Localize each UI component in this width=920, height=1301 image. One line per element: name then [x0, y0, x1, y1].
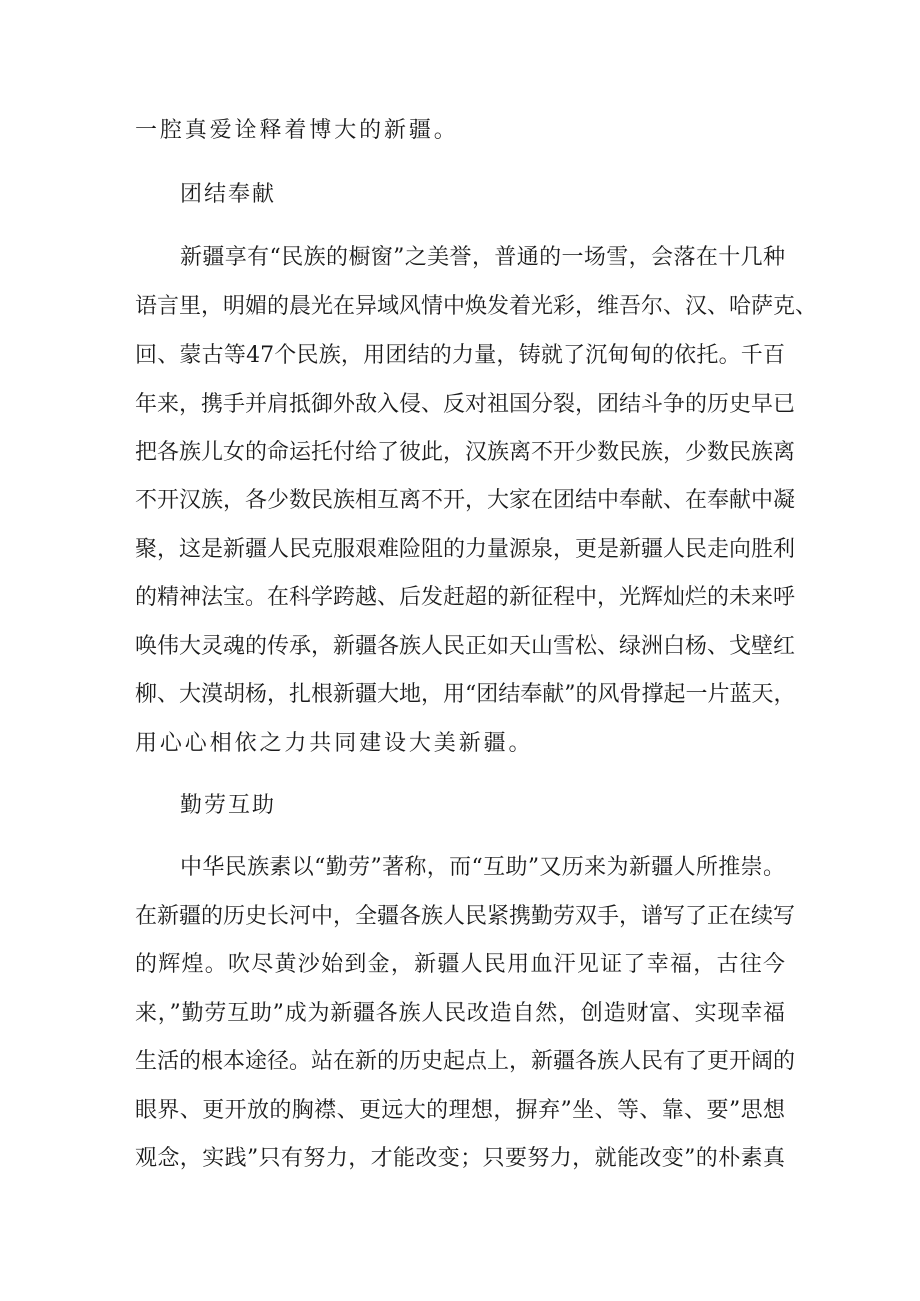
paragraph-line: 一腔真爱诠释着博大的新疆。: [135, 118, 459, 143]
paragraph-line: 唤伟大灵魂的传承，新疆各族人民正如天山雪松、绿洲白杨、戈壁红: [135, 634, 796, 659]
paragraph-line: 眼界、更开放的胸襟、更远大的理想，摒弃”坐、等、靠、要”思想: [135, 1098, 785, 1123]
paragraph-line: 回、蒙古等47个民族，用团结的力量，铸就了沉甸甸的依托。千百: [135, 343, 785, 368]
paragraph-line: 中华民族素以“勤劳”著称，而“互助”又历来为新疆人所推崇。: [180, 855, 785, 880]
section-heading-unity: 团结奉献: [180, 182, 277, 207]
paragraph-line: 在新疆的历史长河中，全疆各族人民紧携勤劳双手，谱写了正在续写: [135, 904, 796, 929]
paragraph-line: 年来，携手并肩抵御外敌入侵、反对祖国分裂，团结斗争的历史早已: [135, 392, 796, 417]
paragraph-line: 语言里，明媚的晨光在异域风情中焕发着光彩，维吾尔、汉、哈萨克、: [135, 294, 818, 319]
paragraph-line: 把各族儿女的命运托付给了彼此，汉族离不开少数民族，少数民族离: [135, 440, 796, 465]
paragraph-line: 新疆享有“民族的橱窗”之美誉，普通的一场雪，会落在十几种: [180, 245, 785, 270]
paragraph-line: 不开汉族，各少数民族相互离不开，大家在团结中奉献、在奉献中凝: [135, 488, 796, 513]
section-heading-diligence: 勤劳互助: [180, 793, 277, 818]
paragraph-line: 的精神法宝。在科学跨越、后发赶超的新征程中，光辉灿烂的未来呼: [135, 585, 796, 610]
paragraph-line: 观念，实践”只有努力，才能改变；只要努力，就能改变”的朴素真: [135, 1146, 785, 1171]
paragraph-line: 柳、大漠胡杨，扎根新疆大地，用“团结奉献”的风骨撑起一片蓝天，: [135, 682, 796, 707]
paragraph-line: 聚，这是新疆人民克服艰难险阻的力量源泉，更是新疆人民走向胜利: [135, 537, 796, 562]
paragraph-line: 生活的根本途径。站在新的历史起点上，新疆各族人民有了更开阔的: [135, 1049, 796, 1074]
paragraph-line: 的辉煌。吹尽黄沙始到金，新疆人民用血汗见证了幸福，古往今: [135, 952, 785, 977]
paragraph-line: 用心心相依之力共同建设大美新疆。: [135, 731, 534, 756]
paragraph-line: 来，”勤劳互助”成为新疆各族人民改造自然，创造财富、实现幸福: [135, 1001, 785, 1026]
